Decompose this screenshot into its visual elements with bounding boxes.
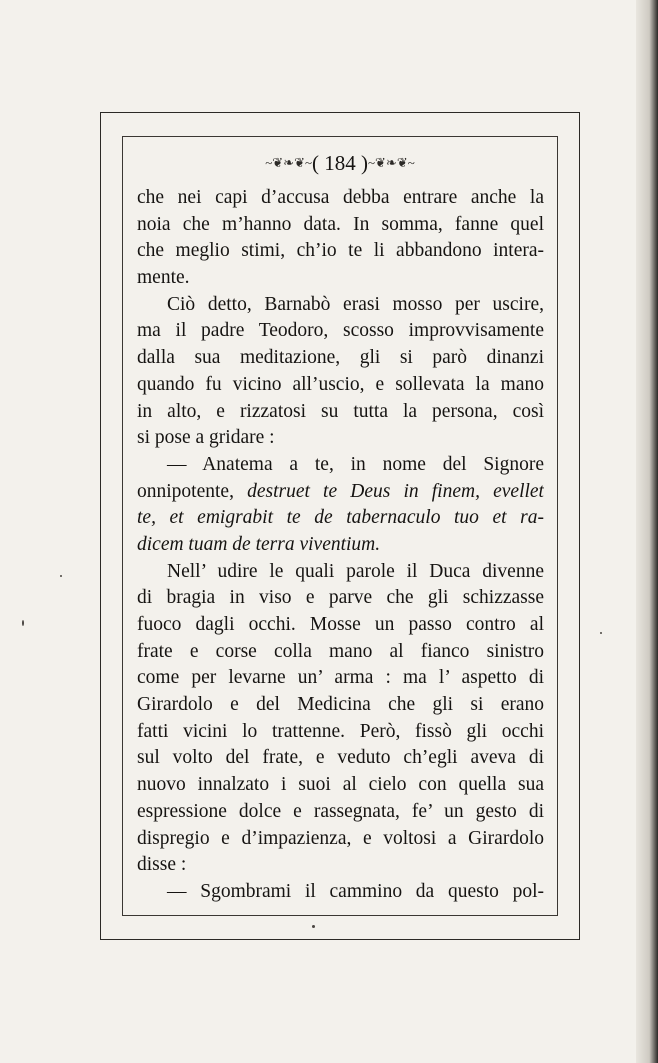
text-line: dalla sua meditazione, gli si parò dinanzi [137,347,544,369]
text-line: espressione dolce e rassegnata, fe’ un gesto di [137,800,544,822]
header-paren-open: ( [312,151,325,175]
text-line-latin-italic: te, et emigrabit te de tabernaculo tuo et ra- [137,507,544,529]
text-line: Girardolo e del Medicina che gli si erano [137,694,544,716]
ornament-right-icon: ~❦❧❦~ [368,155,415,170]
text-line: fatti vicini lo trattenne. Però, fissò gli occhi [137,720,544,742]
text-line: Ciò detto, Barnabò erasi mosso per uscire, [167,293,544,315]
page-header [122,150,558,176]
text-line: in alto, e rizzatosi su tutta la persona, così [137,400,544,422]
header-paren-close: ) [355,151,368,175]
text-line: sul volto del frate, e veduto ch’egli aveva di [137,747,544,769]
page-number: 184 [324,151,356,175]
text-line: come per levarne un’ arma : ma l’ aspetto di [137,667,544,689]
text-span-roman: onnipotente, [137,480,248,502]
text-line: mente. [137,267,190,289]
text-line: — Sgombrami il cammino da questo pol- [167,880,544,902]
text-line: fuoco dagli occhi. Mosse un passo contro al [137,614,544,635]
ink-speck [60,575,62,577]
text-span-latin-italic: destruet te Deus in finem, evellet [247,480,544,502]
text-line: dispregio e d’impazienza, e voltosi a Girardolo [137,827,544,849]
text-line: frate e corse colla mano al fianco sinistro [137,640,544,662]
body-text [137,185,544,906]
text-line: noia che m’hanno data. In somma, fanne quel [137,213,544,235]
text-line-latin-italic: dicem tuam de terra viventium. [137,533,381,555]
text-line: che nei capi d’accusa debba entrare anche la [137,187,544,208]
text-line: disse : [137,854,187,876]
text-line: nuovo innalzato i suoi al cielo con quella sua [137,774,544,796]
text-line: ma il padre Teodoro, scosso improvvisamente [137,320,544,342]
text-line: Nell’ udire le quali parole il Duca divenne [167,560,544,582]
ink-speck [312,925,315,928]
text-line: che meglio stimi, ch’io te li abbandono intera- [137,240,544,262]
text-line: quando fu vicino all’uscio, e sollevata la mano [137,373,544,395]
text-line: — Anatema a te, in nome del Signore [167,453,544,475]
text-line-mixed [137,479,544,506]
ink-speck [600,632,602,634]
text-line: di bragia in viso e parve che gli schizzasse [137,587,544,609]
ink-speck [22,620,24,626]
text-line: si pose a gridare : [137,427,275,449]
page-edge-shadow [636,0,658,1063]
ornament-left-icon: ~❦❧❦~ [265,155,312,170]
